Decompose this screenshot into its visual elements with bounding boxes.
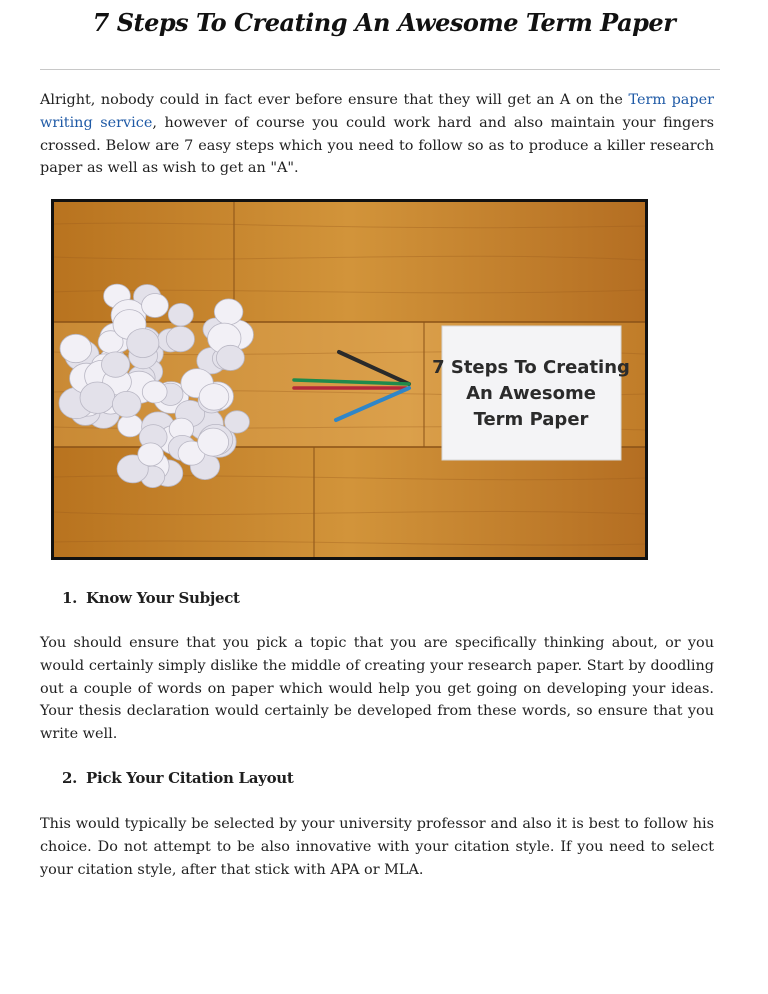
hero-illustration xyxy=(54,202,645,557)
paper-ball xyxy=(142,381,167,403)
paper-ball xyxy=(166,326,194,351)
section-heading-2 xyxy=(62,769,294,787)
section-heading-1 xyxy=(62,589,240,607)
paper-ball xyxy=(118,415,143,437)
paper-ball xyxy=(138,443,164,466)
paper-ball xyxy=(216,345,244,370)
paper-ball xyxy=(102,352,130,377)
paper-ball xyxy=(80,382,115,413)
term-paper-service-link[interactable]: Term paper writing service xyxy=(40,92,714,131)
page-title: 7 Steps To Creating An Awesome Term Paper xyxy=(92,8,676,37)
sign-line-2: An Awesome xyxy=(466,383,596,404)
section-title: Pick Your Citation Layout xyxy=(86,769,294,787)
sign-line-3: Term Paper xyxy=(473,409,589,430)
section-body-1: You should ensure that you pick a topic that you are specifically thinking about, or you would certainly simply dislike the middle of creating your research paper. Start by doodling out a couple of words on paper which would help you get going on developing your ideas. Your thesis declaration would certainly be developed from these words, so ensure that you write well. xyxy=(40,635,714,743)
paper-ball xyxy=(168,303,193,326)
intro-paragraph xyxy=(40,89,714,180)
paper-ball xyxy=(142,294,169,318)
paper-ball xyxy=(198,428,229,456)
section-body-2: This would typically be selected by your university professor and also it is best to follow his choice. Do not attempt to be also innovative with your citation style. If you need to select your citation style, after that stick with APA or MLA. xyxy=(40,816,714,878)
section-title: Know Your Subject xyxy=(86,589,240,607)
title-divider xyxy=(40,69,720,70)
section-number: 1. xyxy=(62,589,78,607)
paper-ball xyxy=(127,329,159,358)
intro-text-before: Alright, nobody could in fact ever before ensure that they will get an A on the xyxy=(40,92,629,108)
paper-ball xyxy=(199,384,229,411)
sign-line-1: 7 Steps To Creating xyxy=(432,357,630,378)
intro-text-after: , however of course you could work hard and also maintain your fingers crossed. Below are 7 easy steps which you need to follow so as to produce a killer research paper as well as wish to get an "A". xyxy=(40,114,714,177)
paper-ball xyxy=(214,299,243,325)
hero-image xyxy=(51,199,648,560)
paper-ball xyxy=(60,334,92,362)
section-number: 2. xyxy=(62,769,78,787)
paper-ball xyxy=(112,391,141,417)
